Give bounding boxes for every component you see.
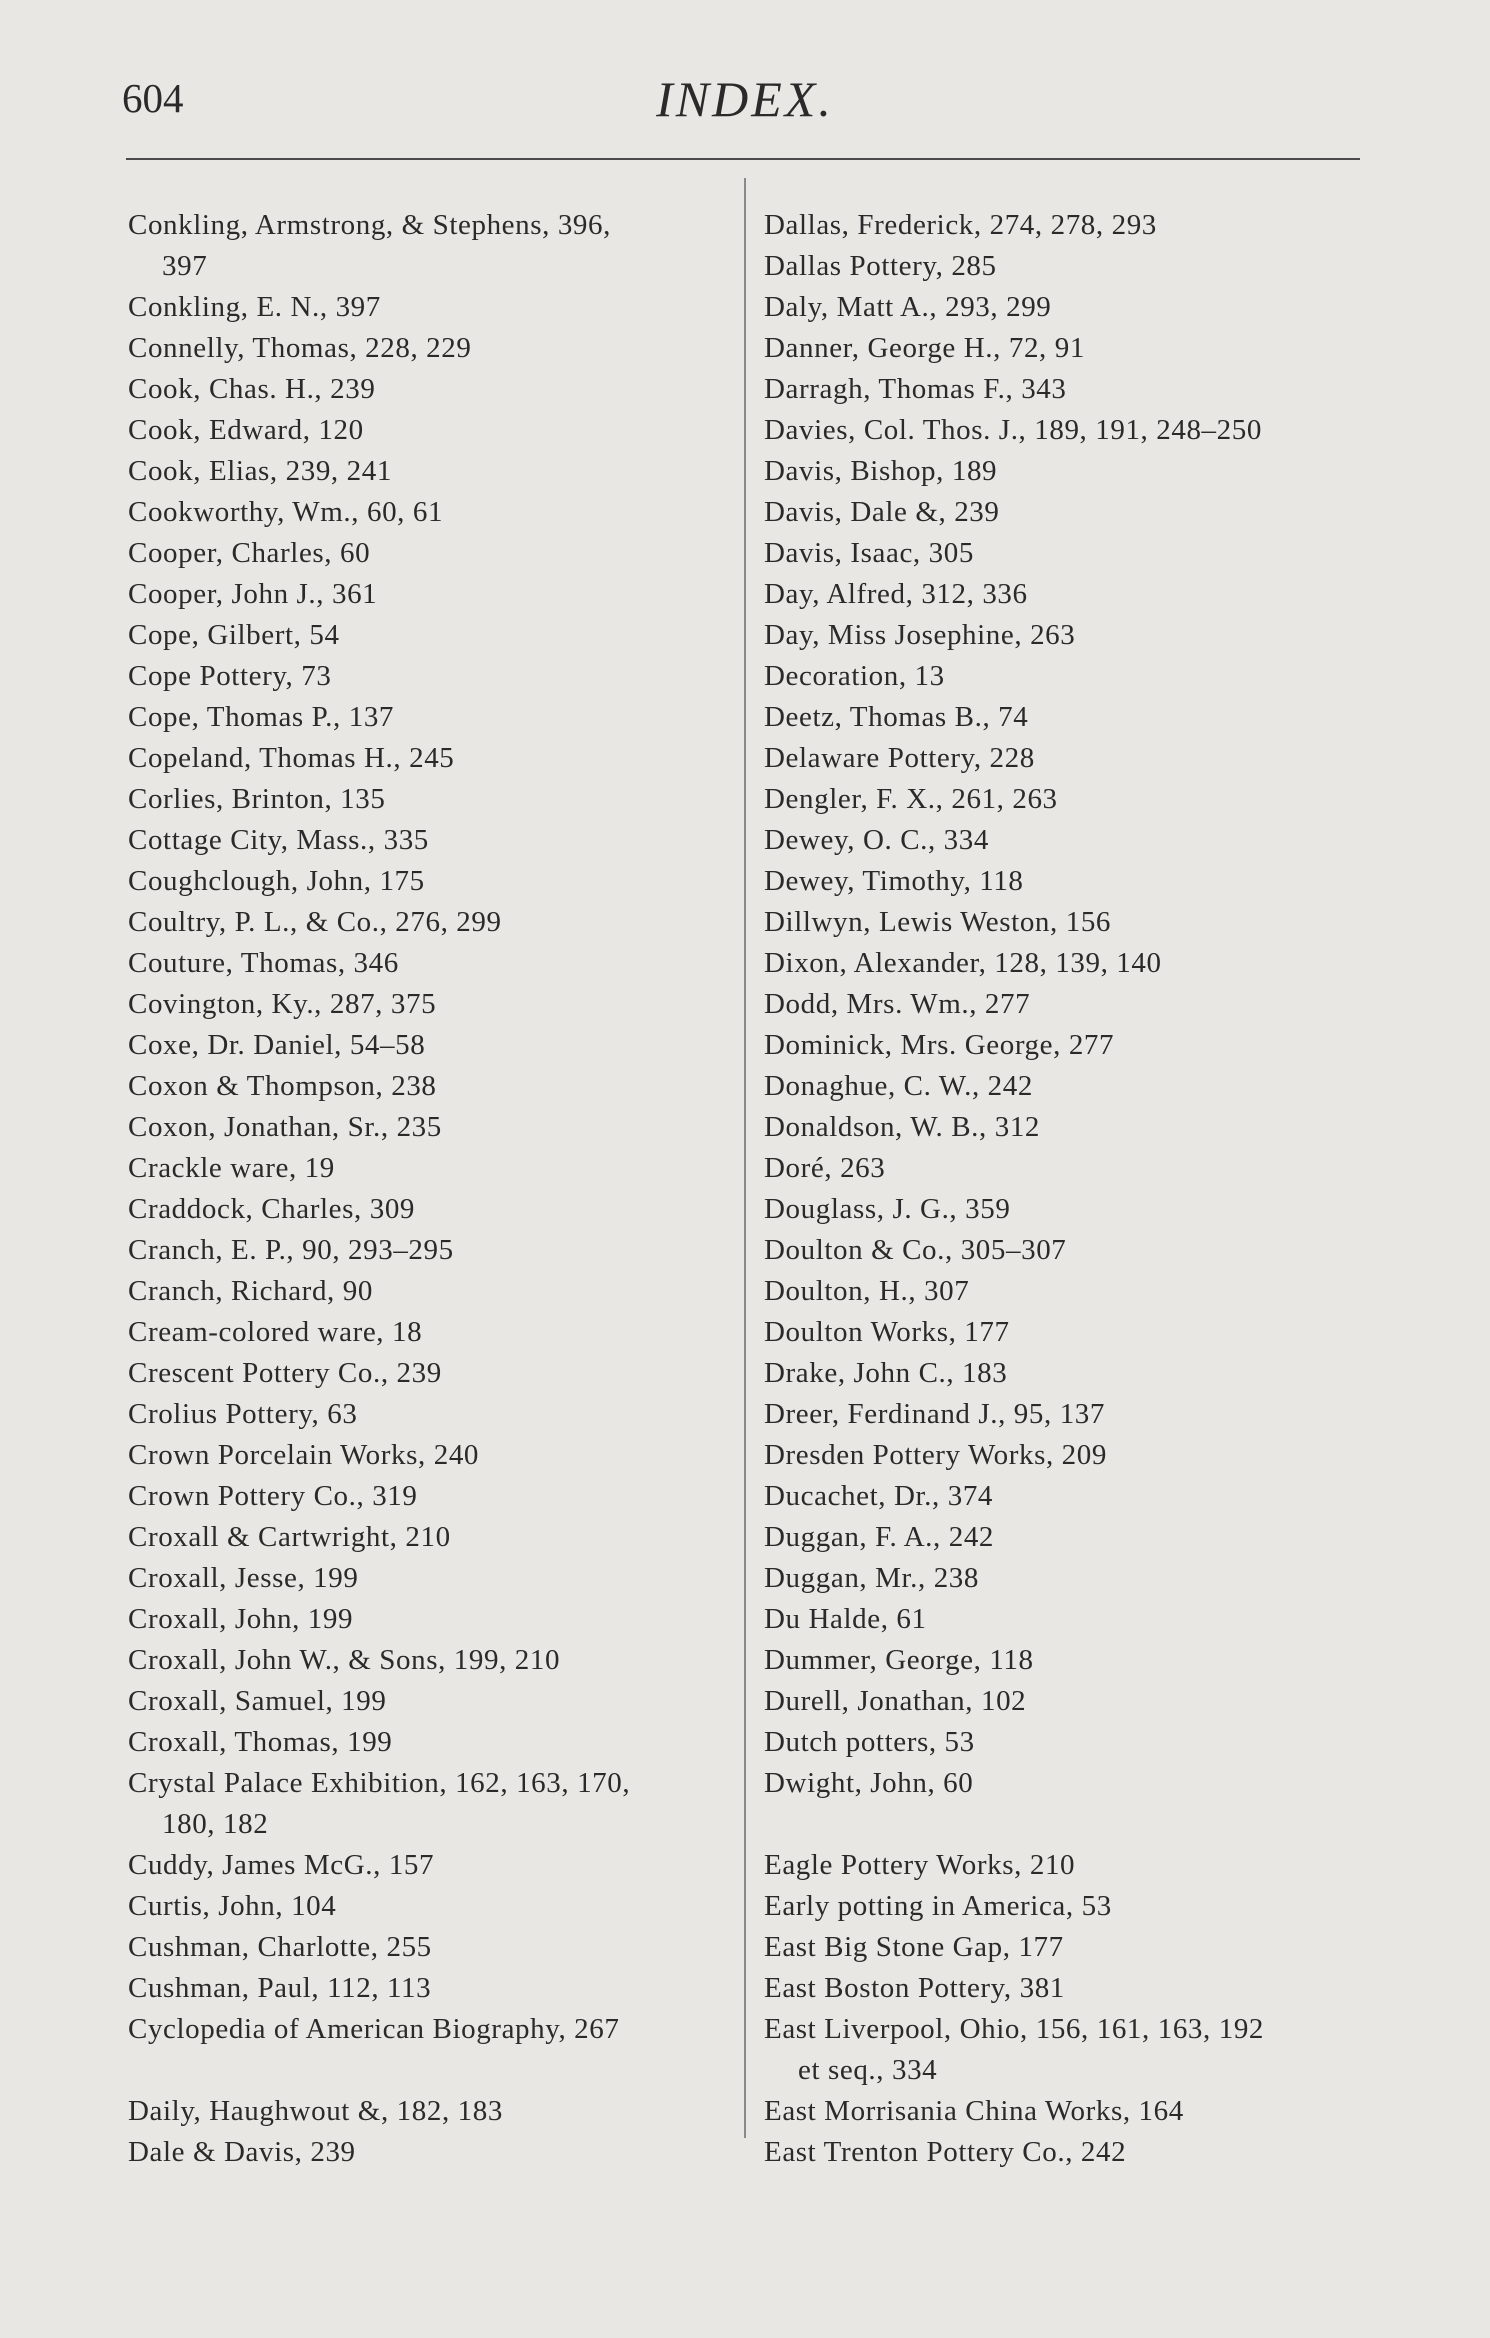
section-gap [764, 1804, 1374, 1845]
index-entry: Daly, Matt A., 293, 299 [764, 291, 1052, 323]
index-entry: Coughclough, John, 175 [128, 865, 425, 897]
index-entry: Crolius Pottery, 63 [128, 1398, 358, 1430]
index-entry: East Trenton Pottery Co., 242 [764, 2136, 1127, 2168]
index-column-right [764, 205, 1374, 2173]
index-entry: Cook, Chas. H., 239 [128, 373, 376, 405]
page-number: 604 [122, 75, 184, 121]
index-entry: Daily, Haughwout &, 182, 183 [128, 2095, 503, 2127]
index-entry: Covington, Ky., 287, 375 [128, 988, 437, 1020]
index-entry: Cope, Gilbert, 54 [128, 619, 340, 651]
index-entry: Doulton, H., 307 [764, 1275, 970, 1307]
index-entry: Cook, Elias, 239, 241 [128, 455, 392, 487]
index-entry: Duggan, Mr., 238 [764, 1562, 980, 1594]
index-entry: Davis, Isaac, 305 [764, 537, 974, 569]
index-entry: Cuddy, James McG., 157 [128, 1849, 435, 1881]
index-entry: Eagle Pottery Works, 210 [764, 1849, 1076, 1881]
index-entry: Dallas, Frederick, 274, 278, 293 [764, 209, 1157, 241]
column-divider [744, 178, 746, 2138]
index-entry: East Boston Pottery, 381 [764, 1972, 1065, 2004]
index-entry: Dallas Pottery, 285 [764, 250, 997, 282]
index-entry: Dillwyn, Lewis Weston, 156 [764, 906, 1112, 938]
index-entry: Cyclopedia of American Biography, 267 [128, 2013, 620, 2045]
index-entry: Coxon, Jonathan, Sr., 235 [128, 1111, 442, 1143]
index-entry: Croxall, John W., & Sons, 199, 210 [128, 1644, 561, 1676]
index-entry: Cooper, Charles, 60 [128, 537, 371, 569]
index-entry: Cranch, Richard, 90 [128, 1275, 373, 1307]
index-entry: Crown Pottery Co., 319 [128, 1480, 418, 1512]
index-entry: Croxall, Thomas, 199 [128, 1726, 393, 1758]
index-entry: Donaldson, W. B., 312 [764, 1111, 1041, 1143]
index-entry: Croxall & Cartwright, 210 [128, 1521, 451, 1553]
index-entry: Dodd, Mrs. Wm., 277 [764, 988, 1031, 1020]
index-entry: Dutch potters, 53 [764, 1726, 975, 1758]
index-entry: East Morrisania China Works, 164 [764, 2095, 1184, 2127]
index-entry: Drake, John C., 183 [764, 1357, 1008, 1389]
index-entry: Dengler, F. X., 261, 263 [764, 783, 1058, 815]
index-entry: Day, Alfred, 312, 336 [764, 578, 1028, 610]
index-entry: Cope Pottery, 73 [128, 660, 332, 692]
index-entry: Davis, Bishop, 189 [764, 455, 998, 487]
index-entry: Curtis, John, 104 [128, 1890, 337, 1922]
index-entry: Crackle ware, 19 [128, 1152, 335, 1184]
index-entry: Davies, Col. Thos. J., 189, 191, 248–250 [764, 414, 1262, 446]
index-entry: Croxall, John, 199 [128, 1603, 354, 1635]
index-entry: Cope, Thomas P., 137 [128, 701, 395, 733]
index-entry: Cream-colored ware, 18 [128, 1316, 423, 1348]
index-entry: Deetz, Thomas B., 74 [764, 701, 1029, 733]
index-entry: Doré, 263 [764, 1152, 886, 1184]
index-entry: Doulton Works, 177 [764, 1316, 1010, 1348]
index-entry: Danner, George H., 72, 91 [764, 332, 1085, 364]
index-entry: Croxall, Jesse, 199 [128, 1562, 359, 1594]
index-entry: Copeland, Thomas H., 245 [128, 742, 455, 774]
index-entry: Coxon & Thompson, 238 [128, 1070, 437, 1102]
index-entry: Conkling, E. N., 397 [128, 291, 381, 323]
page-title: INDEX. [656, 71, 834, 127]
index-entry: Cranch, E. P., 90, 293–295 [128, 1234, 454, 1266]
index-entry: Coultry, P. L., & Co., 276, 299 [128, 906, 502, 938]
index-entry: Dale & Davis, 239 [128, 2136, 356, 2168]
section-gap [128, 2050, 738, 2091]
index-entry: Du Halde, 61 [764, 1603, 927, 1635]
index-entry: Cushman, Paul, 112, 113 [128, 1972, 432, 2004]
index-entry: Corlies, Brinton, 135 [128, 783, 386, 815]
index-entry: Dewey, Timothy, 118 [764, 865, 1024, 897]
index-entry: Dominick, Mrs. George, 277 [764, 1029, 1115, 1061]
index-entry: Conkling, Armstrong, & Stephens, 396, [128, 209, 611, 241]
index-entry: Dixon, Alexander, 128, 139, 140 [764, 947, 1162, 979]
index-entry: Day, Miss Josephine, 263 [764, 619, 1076, 651]
index-entry: Cushman, Charlotte, 255 [128, 1931, 432, 1963]
index-entry: Coxe, Dr. Daniel, 54–58 [128, 1029, 426, 1061]
index-entry: Dresden Pottery Works, 209 [764, 1439, 1107, 1471]
index-entry: Cook, Edward, 120 [128, 414, 364, 446]
index-entry: Douglass, J. G., 359 [764, 1193, 1011, 1225]
index-entry: Ducachet, Dr., 374 [764, 1480, 994, 1512]
index-entry: Delaware Pottery, 228 [764, 742, 1035, 774]
index-entry: Darragh, Thomas F., 343 [764, 373, 1067, 405]
index-entry: Davis, Dale &, 239 [764, 496, 1000, 528]
index-entry: East Big Stone Gap, 177 [764, 1931, 1064, 1963]
index-entry: Cooper, John J., 361 [128, 578, 378, 610]
index-entry: Decoration, 13 [764, 660, 945, 692]
header-rule [126, 158, 1360, 160]
index-entry: Dreer, Ferdinand J., 95, 137 [764, 1398, 1106, 1430]
index-entry: Crystal Palace Exhibition, 162, 163, 170, [128, 1767, 631, 1799]
index-entry-continuation: 397 [162, 250, 208, 282]
index-entry: Connelly, Thomas, 228, 229 [128, 332, 472, 364]
index-entry: Crown Porcelain Works, 240 [128, 1439, 480, 1471]
index-entry: Cookworthy, Wm., 60, 61 [128, 496, 444, 528]
index-entry-continuation: 180, 182 [162, 1808, 269, 1840]
index-entry: Durell, Jonathan, 102 [764, 1685, 1027, 1717]
index-entry: Craddock, Charles, 309 [128, 1193, 416, 1225]
index-entry: Cottage City, Mass., 335 [128, 824, 429, 856]
index-entry: Dummer, George, 118 [764, 1644, 1034, 1676]
index-entry: Croxall, Samuel, 199 [128, 1685, 387, 1717]
index-entry: Couture, Thomas, 346 [128, 947, 399, 979]
index-column-left [128, 205, 738, 2173]
index-entry: East Liverpool, Ohio, 156, 161, 163, 192 [764, 2013, 1265, 2045]
index-entry: Donaghue, C. W., 242 [764, 1070, 1033, 1102]
index-entry: Crescent Pottery Co., 239 [128, 1357, 442, 1389]
index-entry: Dewey, O. C., 334 [764, 824, 989, 856]
index-entry: Doulton & Co., 305–307 [764, 1234, 1067, 1266]
index-entry: Early potting in America, 53 [764, 1890, 1112, 1922]
index-entry: Duggan, F. A., 242 [764, 1521, 995, 1553]
index-entry: Dwight, John, 60 [764, 1767, 974, 1799]
index-entry-continuation: et seq., 334 [798, 2054, 938, 2086]
